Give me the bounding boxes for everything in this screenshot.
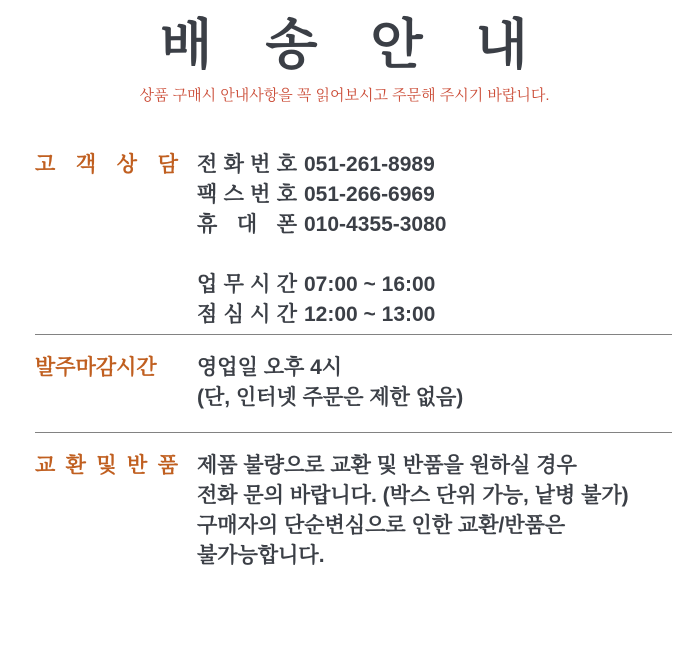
exchange-return-content xyxy=(197,451,629,571)
exchange-line: 구매자의 단순변심으로 인한 교환/반품은 xyxy=(197,514,566,537)
business-hours: 07:00 ~ 16:00 xyxy=(304,273,436,296)
fax-number: 051-266-6969 xyxy=(304,183,435,206)
exchange-line: 불가능합니다. xyxy=(197,544,325,567)
contact-row-label: 전 화 번 호 xyxy=(197,153,297,176)
contact-row-business-hours xyxy=(197,270,446,300)
page-title: 배 송 안 내 xyxy=(160,15,529,75)
contact-row-phone xyxy=(197,150,446,180)
divider xyxy=(35,432,672,433)
section-customer-service xyxy=(0,150,689,330)
phone-number: 051-261-8989 xyxy=(304,153,435,176)
deadline-line: 영업일 오후 4시 xyxy=(197,356,343,379)
contact-row-mobile xyxy=(197,210,446,240)
customer-service-content xyxy=(197,150,446,330)
section-label-customer-service: 고 객 상 담 xyxy=(35,153,178,176)
exchange-line: 전화 문의 바랍니다. (박스 단위 가능, 낱병 불가) xyxy=(197,484,629,507)
mobile-number: 010-4355-3080 xyxy=(304,213,447,236)
section-exchange-return xyxy=(0,451,689,571)
exchange-line: 제품 불량으로 교환 및 반품을 원하실 경우 xyxy=(197,454,577,477)
lunch-hours: 12:00 ~ 13:00 xyxy=(304,303,436,326)
contact-row-lunch-hours xyxy=(197,300,446,330)
contact-row-label: 휴 대 폰 xyxy=(197,213,297,236)
divider xyxy=(35,334,672,335)
spacer-row xyxy=(197,240,446,270)
contact-row-label: 업 무 시 간 xyxy=(197,273,297,296)
order-deadline-content xyxy=(197,353,463,413)
deadline-note-line: (단, 인터넷 주문은 제한 없음) xyxy=(197,386,464,409)
section-order-deadline xyxy=(0,353,689,413)
contact-row-label: 점 심 시 간 xyxy=(197,303,297,326)
shipping-guide-page xyxy=(0,14,689,652)
section-label-order-deadline: 발주마감시간 xyxy=(35,356,157,379)
page-subtitle: 상품 구매시 안내사항을 꼭 읽어보시고 주문해 주시기 바랍니다. xyxy=(139,87,550,104)
contact-row-label: 팩 스 번 호 xyxy=(197,183,297,206)
contact-row-fax xyxy=(197,180,446,210)
section-label-exchange-return: 교 환 및 반 품 xyxy=(35,454,178,477)
